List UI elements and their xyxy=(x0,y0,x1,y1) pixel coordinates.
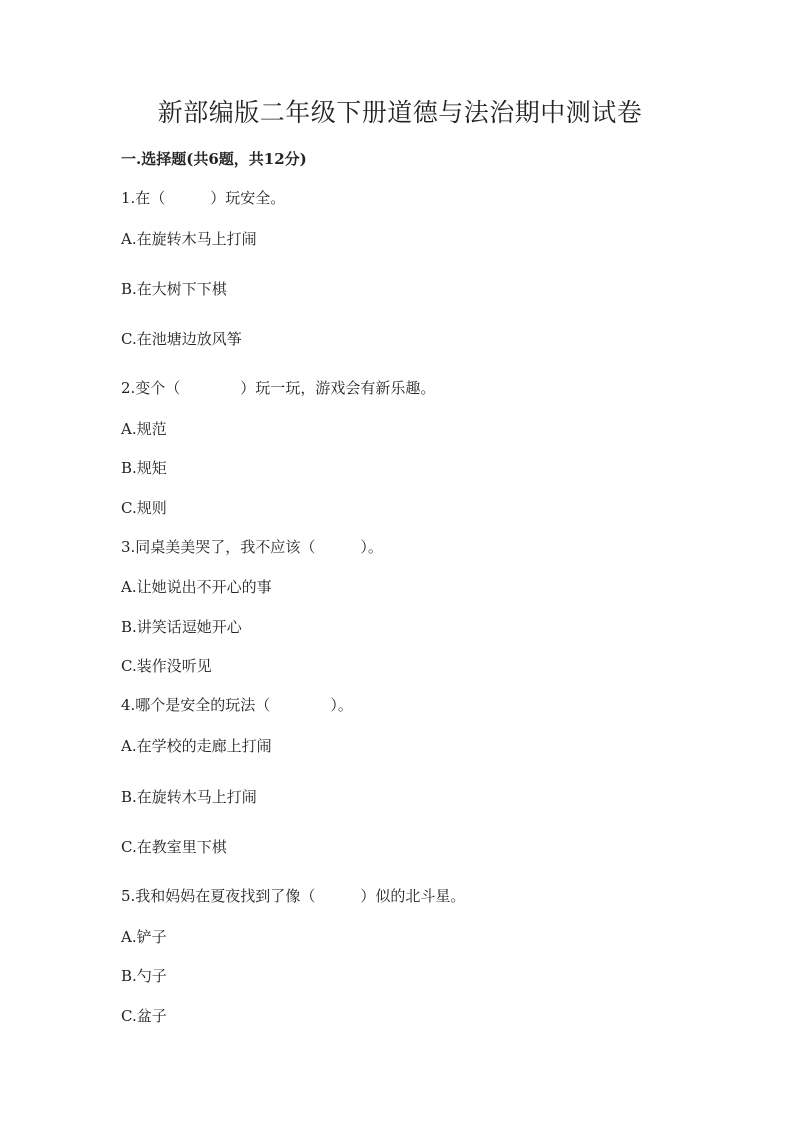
question-3-option-b: B.讲笑话逗她开心 xyxy=(121,618,242,636)
question-4-option-b: B.在旋转木马上打闹 xyxy=(121,788,257,806)
question-stem-5: 5.我和妈妈在夏夜找到了像（ ）似的北斗星。 xyxy=(121,887,466,905)
question-stem-4: 4.哪个是安全的玩法（ ）。 xyxy=(121,696,353,714)
question-2-option-a: A.规范 xyxy=(121,420,167,438)
question-stem-2: 2.变个（ ）玩一玩，游戏会有新乐趣。 xyxy=(121,379,436,397)
question-1-option-c: C.在池塘边放风筝 xyxy=(121,330,242,348)
question-stem-3: 3.同桌美美哭了，我不应该（ ）。 xyxy=(121,538,383,556)
question-5-option-c: C.盆子 xyxy=(121,1007,167,1025)
question-2-option-c: C.规则 xyxy=(121,499,167,517)
page-title: 新部编版二年级下册道德与法治期中测试卷 xyxy=(157,98,643,127)
question-3-option-a: A.让她说出不开心的事 xyxy=(121,578,272,596)
section-heading: 一.选择题(共6题，共12分) xyxy=(121,150,307,168)
question-3-option-c: C.装作没听见 xyxy=(121,657,212,675)
question-1-option-a: A.在旋转木马上打闹 xyxy=(121,230,257,248)
question-4-option-c: C.在教室里下棋 xyxy=(121,838,227,856)
question-5-option-a: A.铲子 xyxy=(121,928,167,946)
question-5-option-b: B.勺子 xyxy=(121,967,167,985)
question-4-option-a: A.在学校的走廊上打闹 xyxy=(121,737,272,755)
question-1-option-b: B.在大树下下棋 xyxy=(121,280,227,298)
question-2-option-b: B.规矩 xyxy=(121,459,167,477)
question-stem-1: 1.在（ ）玩安全。 xyxy=(121,189,286,207)
